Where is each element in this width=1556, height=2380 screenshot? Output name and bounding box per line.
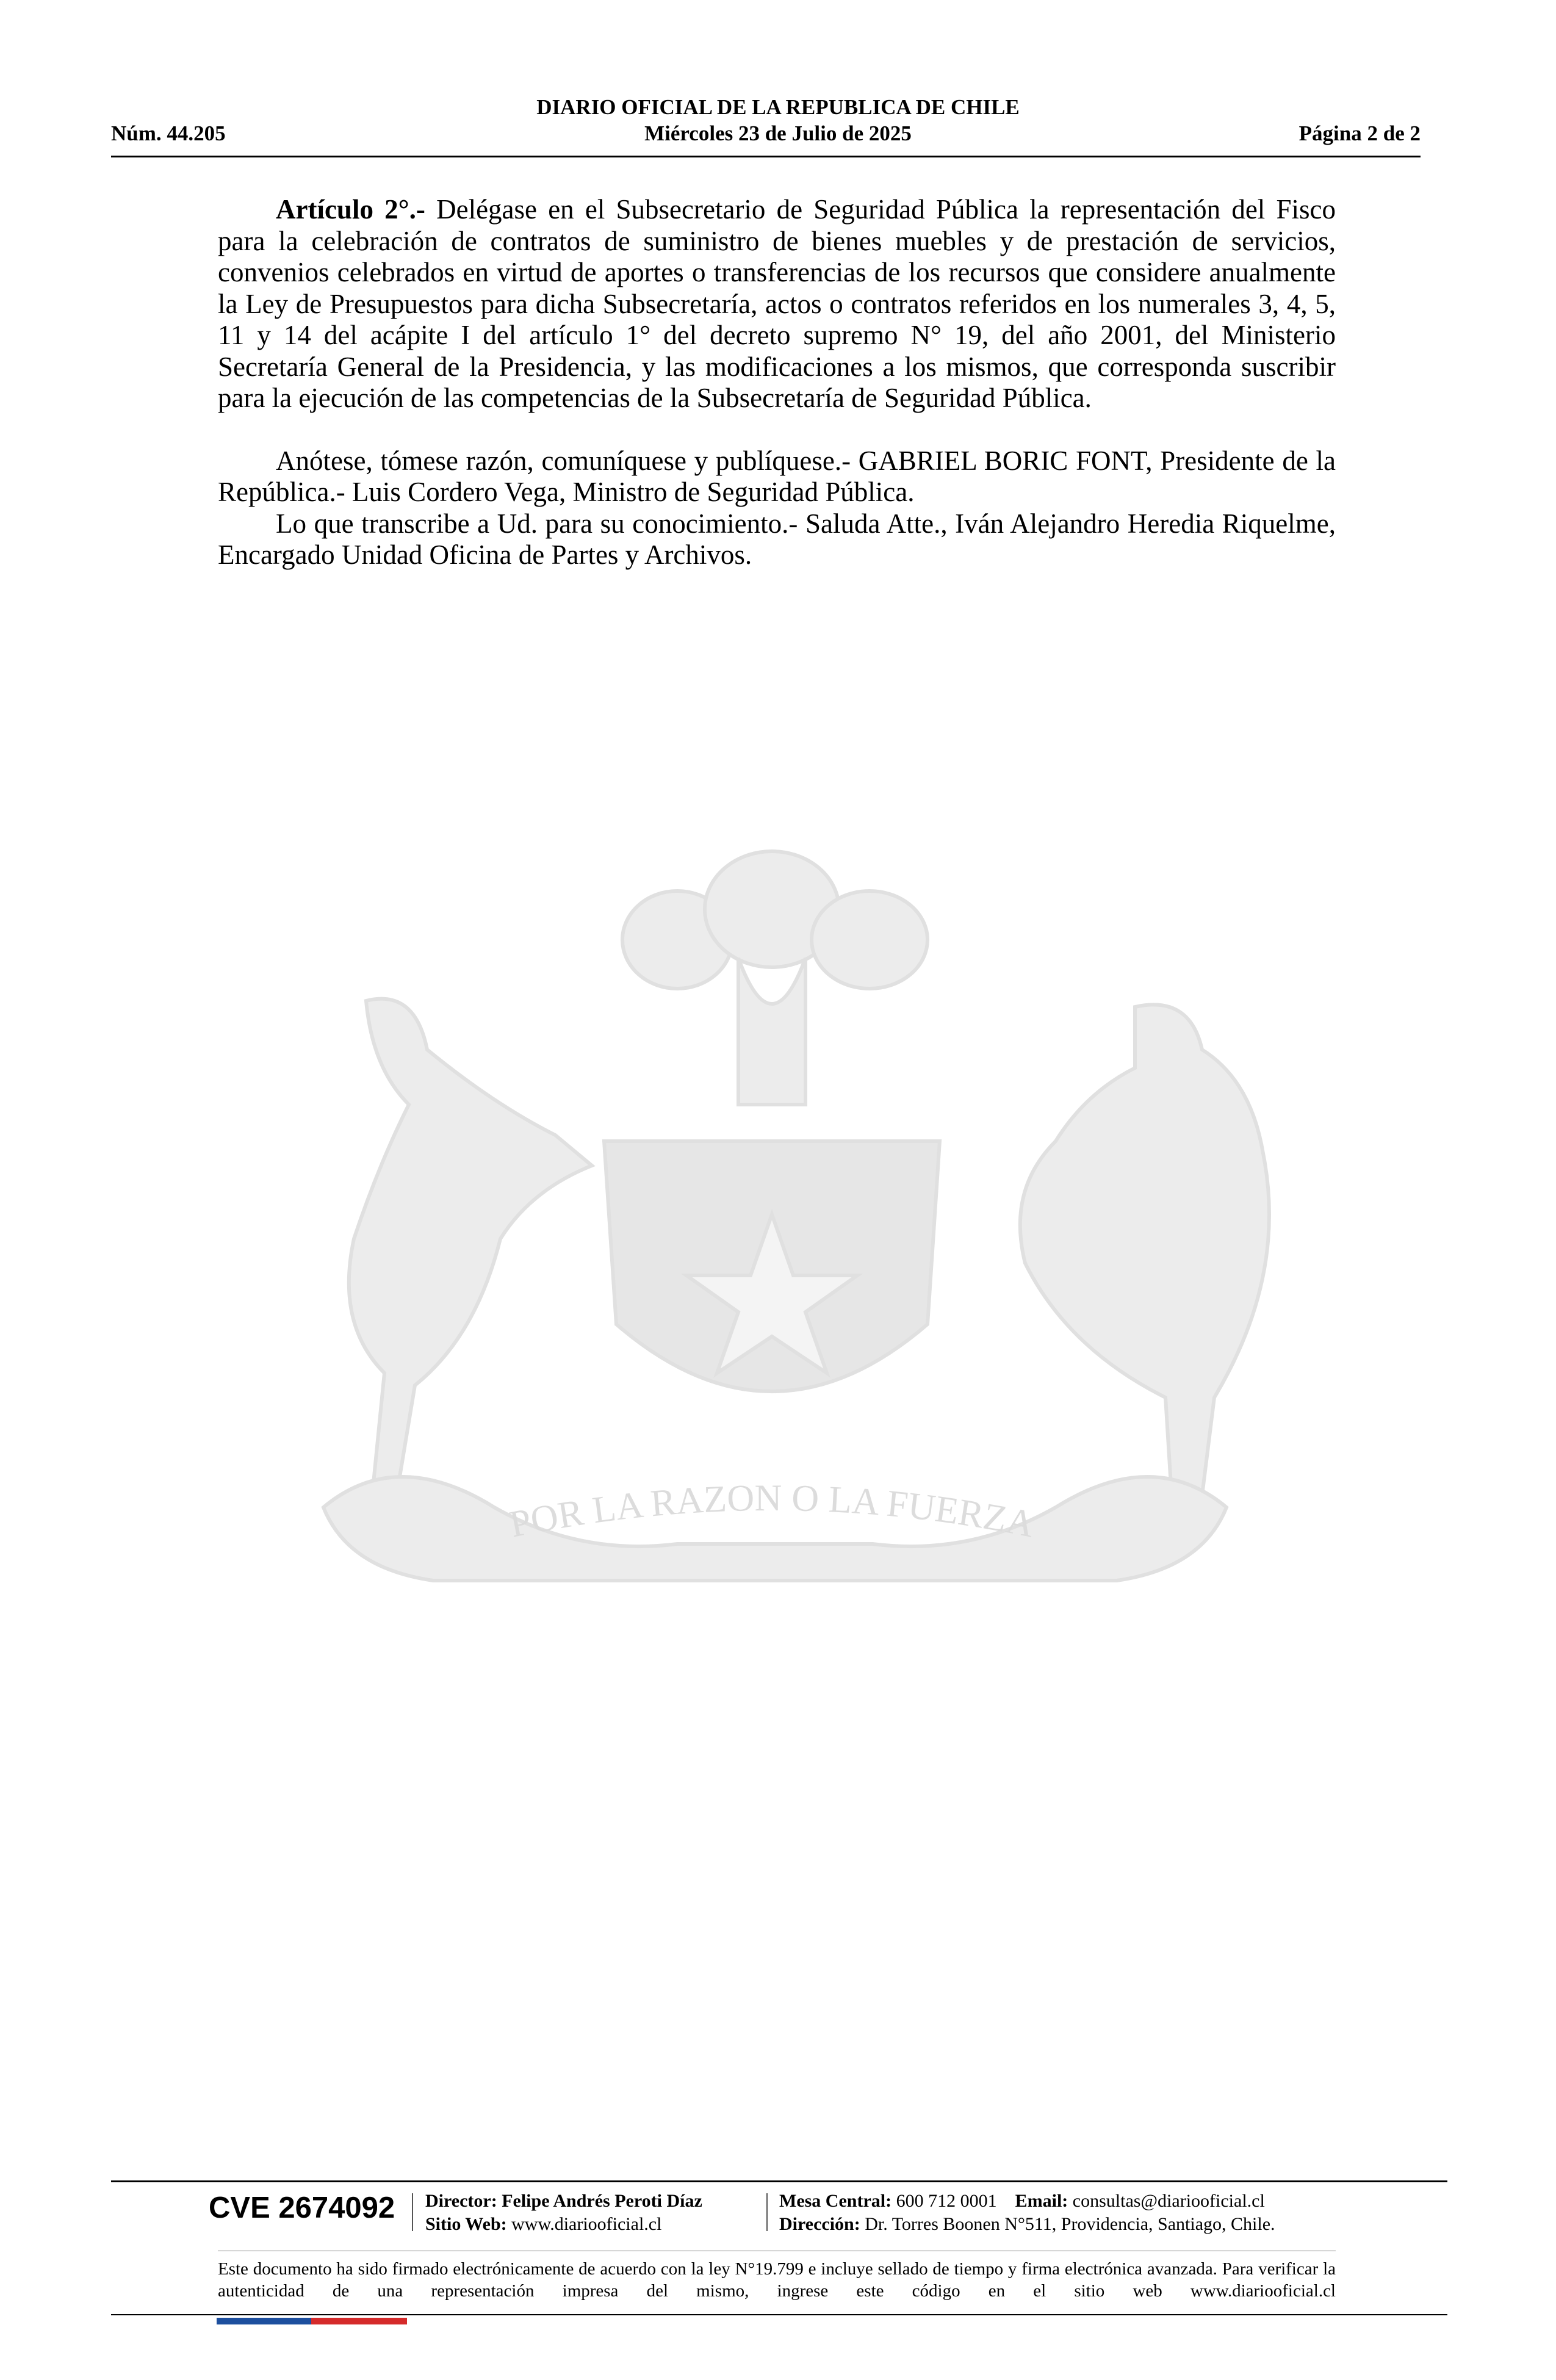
flag-stripe-red (311, 2318, 407, 2324)
footer-bottom-divider (111, 2314, 1447, 2315)
flag-stripe-blue (217, 2318, 311, 2324)
web-value[interactable]: www.diariooficial.cl (511, 2214, 662, 2234)
footer-director-block (425, 2190, 702, 2236)
legal-notice: Este documento ha sido firmado electrónicamente de acuerdo con la ley N°19.799 e incluye sellado de tiempo y firma electrónica avanzada. Para verificar la autenticidad de una representación impresa del mismo, ingrese este código en el sitio web www.diariooficial.cl (218, 2259, 1336, 2301)
footer-separator (766, 2193, 768, 2231)
footer-top-divider (111, 2180, 1447, 2182)
closing-paragraph-2: Lo que transcribe a Ud. para su conocimiento.- Saluda Atte., Iván Alejandro Heredia Riquelme, Encargado Unidad Oficina de Partes y Archivos. (218, 508, 1336, 570)
director-label: Director: (425, 2191, 497, 2211)
mesa-label: Mesa Central: (779, 2191, 892, 2211)
document-body (218, 194, 1336, 571)
article-text: Delégase en el Subsecretario de Seguridad Pública la representación del Fisco para la celebración de contratos de suministro de bienes muebles y de prestación de servicios, convenios celebrados en virtud de aportes o transferencias de los recursos que considere anualmente la Ley de Presupuestos para dicha Subsecretaría, actos o contratos referidos en los numerales 3, 4, 5, 11 y 14 del acápite I del artículo 1° del decreto supremo N° 19, del año 2001, del Ministerio Secretaría General de la Presidencia, y las modificaciones a los mismos, que corresponda suscribir para la ejecución de las competencias de la Subsecretaría de Seguridad Pública. (218, 194, 1336, 413)
page-indicator: Página 2 de 2 (1298, 121, 1421, 145)
footer-separator (412, 2193, 413, 2231)
footer-contact-block (779, 2190, 1275, 2236)
article-label: Artículo 2°.- (276, 194, 425, 225)
email-value[interactable]: consultas@diariooficial.cl (1072, 2191, 1265, 2211)
closing-paragraph-1: Anótese, tómese razón, comuníquese y publíquese.- GABRIEL BORIC FONT, Presidente de la República.- Luis Cordero Vega, Ministro de Seguridad Pública. (218, 445, 1336, 507)
newspaper-title: DIARIO OFICIAL DE LA REPUBLICA DE CHILE (536, 95, 1020, 119)
header-divider (111, 156, 1421, 157)
issue-date: Miércoles 23 de Julio de 2025 (644, 121, 912, 145)
email-label: Email: (1015, 2191, 1068, 2211)
article-paragraph (218, 194, 1336, 414)
issue-number: Núm. 44.205 (111, 121, 226, 145)
direccion-label: Dirección: (779, 2214, 860, 2234)
motto-text: POR LA RAZON O LA FUERZA (506, 1477, 1038, 1546)
mesa-value: 600 712 0001 (896, 2191, 997, 2211)
direccion-value: Dr. Torres Boonen N°511, Providencia, Santiago, Chile. (865, 2214, 1275, 2234)
web-label: Sitio Web: (425, 2214, 507, 2234)
cve-code: CVE 2674092 (209, 2191, 395, 2224)
coat-of-arms-icon (214, 848, 1330, 1642)
director-value: Felipe Andrés Peroti Díaz (502, 2191, 702, 2211)
